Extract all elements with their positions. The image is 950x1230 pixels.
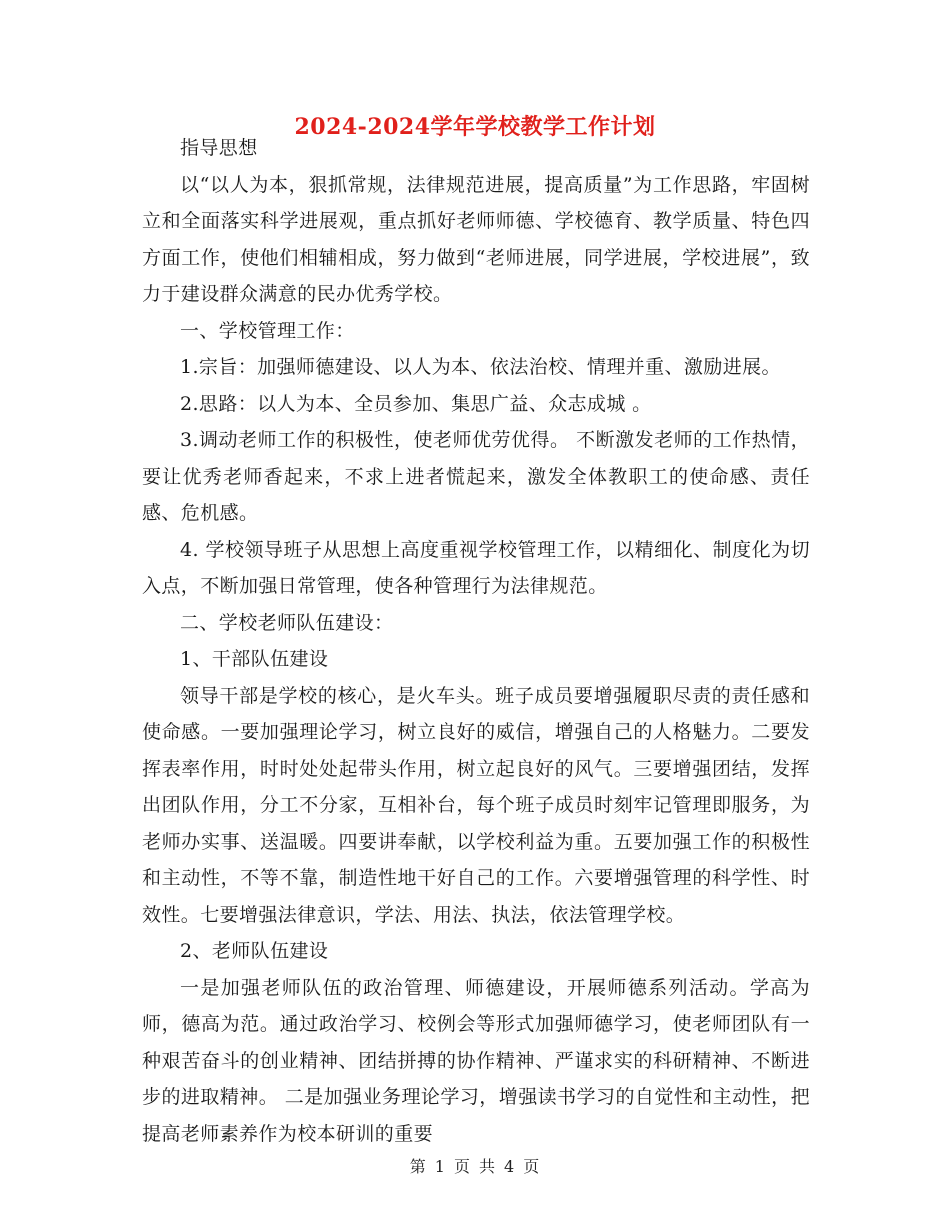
footer-label-page: 第 bbox=[409, 1157, 427, 1176]
page-footer bbox=[0, 1156, 950, 1178]
paragraph: 以“以人为本，狠抓常规，法律规范进展，提高质量”为工作思路，牢固树立和全面落实科学进展观，重点抓好老师师德、学校德育、教学质量、特色四方面工作，使他们相辅相成，努力做到“老师进展，同学进展，学校进展”，致力于建设群众满意的民办优秀学校。 bbox=[142, 173, 810, 305]
document-title: 2024-2024学年学校教学工作计划 bbox=[294, 114, 656, 140]
footer-label-of-page: 页 bbox=[453, 1157, 471, 1176]
section-heading: 一、学校管理工作： bbox=[180, 319, 355, 342]
paragraph: 3.调动老师工作的积极性，使老师优劳优得。 不断激发老师的工作热情，要让优秀老师香起来，不求上进者慌起来，激发全体教职工的使命感、责任感、危机感。 bbox=[142, 429, 810, 524]
paragraph: 1.宗旨：加强师德建设、以人为本、依法治校、情理并重、激励进展。 bbox=[180, 356, 781, 378]
footer-label-total: 共 bbox=[479, 1157, 497, 1176]
paragraph: 领导干部是学校的核心，是火车头。班子成员要增强履职尽责的责任感和使命感。一要加强理论学习，树立良好的威信，增强自己的人格魅力。二要发挥表率作用，时时处处起带头作用，树立起良好的风气。三要增强团结，发挥出团队作用，分工不分家，互相补台，每个班子成员时刻牢记管理即服务，为老师办实事、送温暖。四要讲奉献，以学校利益为重。五要加强工作的积极性和主动性，不等不靠，制造性地干好自己的工作。六要增强管理的科学性、时效性。七要增强法律意识，学法、用法、执法，依法管理学校。 bbox=[142, 684, 810, 926]
footer-current-page: 1 bbox=[434, 1157, 446, 1176]
document-body bbox=[142, 130, 810, 1152]
paragraph: 4. 学校领导班子从思想上高度重视学校管理工作，以精细化、制度化为切入点，不断加强日常管理，使各种管理行为法律规范。 bbox=[142, 538, 810, 597]
subsection-heading: 2、老师队伍建设 bbox=[180, 940, 329, 962]
paragraph-heading-guiding-ideology: 指导思想 bbox=[180, 137, 258, 159]
subsection-heading: 1、干部队伍建设 bbox=[180, 648, 329, 670]
paragraph: 2.思路：以人为本、全员参加、集思广益、众志成城 。 bbox=[180, 392, 652, 415]
paragraph: 一是加强老师队伍的政治管理、师德建设，开展师德系列活动。学高为师，德高为范。通过政治学习、校例会等形式加强师德学习，使老师团队有一种艰苦奋斗的创业精神、团结拼搏的协作精神、严谨求实的科研精神、不断进步的进取精神。 二是加强业务理论学习，增强读书学习的自觉性和主动性，把提高老师素养作为校本研训的重要 bbox=[142, 976, 810, 1145]
footer-total-pages: 4 bbox=[504, 1157, 516, 1176]
footer-label-pages: 页 bbox=[523, 1157, 541, 1176]
section-heading: 二、学校老师队伍建设： bbox=[180, 611, 394, 634]
